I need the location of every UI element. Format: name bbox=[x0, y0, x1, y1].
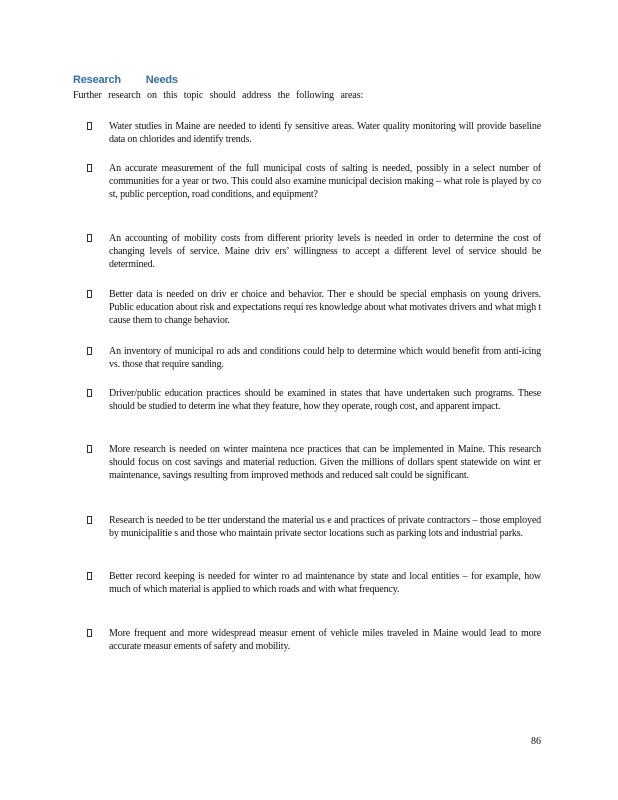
list-item-text: An accurate measurement of the full municipal costs of salting is needed, possibly in a select number of communities for a year or two. This could also examine municipal decision making – what role is played by co st, public perception, road conditions, and equipment? bbox=[109, 163, 541, 200]
list-item-text: Driver/public education practices should be examined in states that have undertaken such programs. These should be studied to determ ine what they feature, how they operate, rough cost, and apparent impact. bbox=[109, 388, 541, 412]
list-item-text: An accounting of mobility costs from different priority levels is needed in order to determine the cost of changing levels of service. Maine driv ers’ willingness to accept a different level of service should be determined. bbox=[109, 233, 541, 270]
page-number: 86 bbox=[531, 736, 541, 747]
bullet-box-icon bbox=[87, 122, 92, 130]
list-item-text: Research is needed to be tter understand the material us e and practices of private contractors – those employed by municipalitie s and those who maintain private sector locations such as parking lots and industrial parks. bbox=[109, 515, 541, 539]
list-item-text: Better record keeping is needed for winter ro ad maintenance by state and local entities – for example, how much of which material is applied to which roads and with what frequency. bbox=[109, 571, 541, 595]
list-item-text: More frequent and more widespread measur ement of vehicle miles traveled in Maine would lead to more accurate measur ements of safety and mobility. bbox=[109, 628, 541, 652]
section-heading: Research Needs bbox=[73, 74, 178, 86]
bullet-box-icon bbox=[87, 629, 92, 637]
list-item-text: An inventory of municipal ro ads and conditions could help to determine which would benefit from anti-icing vs. those that require sanding. bbox=[109, 346, 541, 370]
bullet-box-icon bbox=[87, 234, 92, 242]
list-item-text: More research is needed on winter maintena nce practices that can be implemented in Maine. This research should focus on cost savings and material reduction. Given the millions of dollars spent statewide on wint er maintenance, savings resulting from improved methods and reduced salt could be significant. bbox=[109, 444, 541, 481]
bullet-box-icon bbox=[87, 389, 92, 397]
bullet-box-icon bbox=[87, 164, 92, 172]
bullet-box-icon bbox=[87, 290, 92, 298]
bullet-box-icon bbox=[87, 572, 92, 580]
bullet-box-icon bbox=[87, 347, 92, 355]
bullet-box-icon bbox=[87, 445, 92, 453]
list-item-text: Better data is needed on driv er choice and behavior. Ther e should be special emphasis on young drivers. Public education about risk and expectations requi res knowledge about what motivates drivers and what migh t cause them to change behavior. bbox=[109, 289, 541, 326]
list-item-text: Water studies in Maine are needed to identi fy sensitive areas. Water quality monitoring will provide baseline data on chlorides and identify trends. bbox=[109, 121, 541, 145]
intro-paragraph: Further research on this topic should address the following areas: bbox=[73, 90, 364, 101]
bullet-box-icon bbox=[87, 516, 92, 524]
